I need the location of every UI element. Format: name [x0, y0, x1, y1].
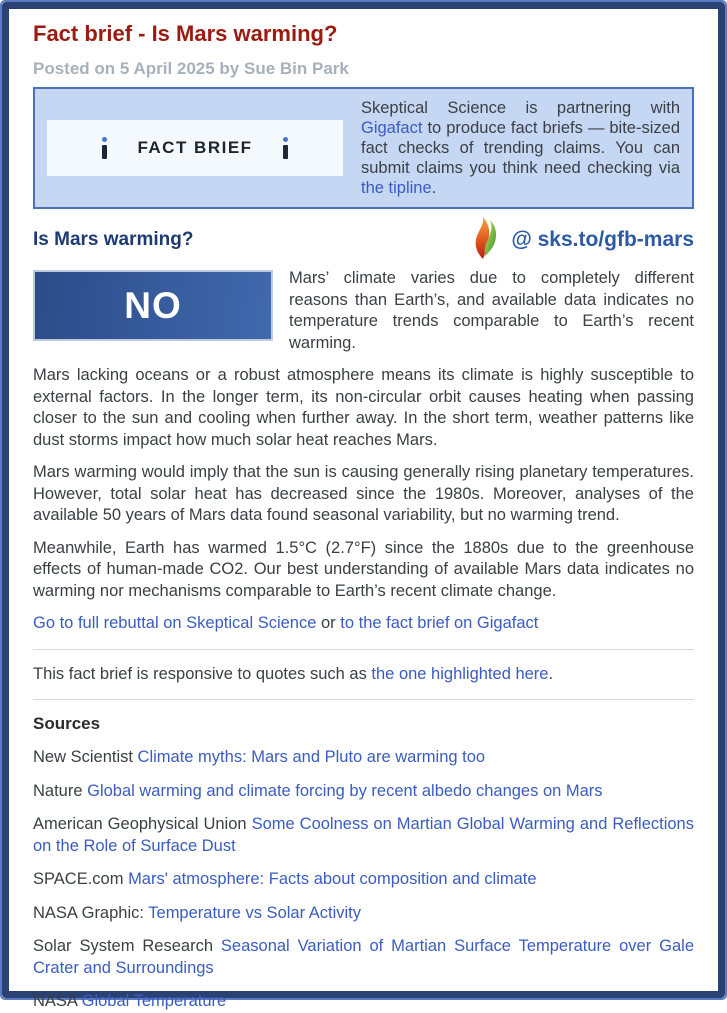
inline-link[interactable]: Temperature vs Solar Activity	[148, 903, 362, 922]
inline-link[interactable]: Go to full rebuttal on Skeptical Science	[33, 614, 317, 632]
article	[2, 2, 725, 1010]
responsive-note	[33, 664, 694, 686]
answer-box	[33, 270, 273, 341]
paragraph	[33, 462, 694, 527]
cta-links-line	[33, 613, 694, 635]
inline-link[interactable]: Global warming and climate forcing by recent albedo changes on Mars	[87, 781, 603, 800]
text-segment: Skeptical Science is partnering with	[361, 99, 680, 117]
inline-link[interactable]: Gigafact	[361, 119, 423, 137]
text-segment: NASA Graphic:	[33, 903, 149, 922]
source-item	[33, 747, 694, 769]
fact-brief-banner	[33, 87, 694, 209]
fact-brief-mark-icon	[283, 137, 288, 159]
fact-brief-badge	[47, 120, 343, 176]
sources-heading: Sources	[33, 714, 101, 733]
intro-text	[361, 98, 680, 198]
inline-link[interactable]: Mars' atmosphere: Facts about composition and climate	[128, 870, 537, 888]
article-body	[33, 268, 694, 635]
text-segment: Mars lacking oceans or a robust atmosphere means its climate is highly susceptible to external factors. In the longer term, its non-circular orbit causes heating when passing closer to the sun and cooling when further away. In the short term, weather patterns like dust storms impact how much solar heat reaches Mars.	[33, 366, 694, 449]
dot-icon	[283, 137, 288, 142]
text-segment: Meanwhile, Earth has warmed 1.5°C (2.7°F) since the 1880s due to the greenhouse effects of human-made CO2. Our best understanding of available Mars data indicates no warming nor mechanisms comparable to Earth’s recent climate change.	[33, 538, 694, 600]
question-heading: Is Mars warming?	[33, 229, 194, 250]
text-segment: Nature	[33, 781, 88, 800]
text-segment: .	[431, 179, 437, 197]
text-segment: NASA	[33, 992, 82, 1010]
page-title: Fact brief - Is Mars warming?	[33, 21, 338, 46]
dot-icon	[102, 137, 107, 142]
fact-brief-mark-icon	[102, 137, 107, 159]
text-segment: This fact brief is responsive to quotes such as	[33, 664, 372, 683]
text-segment: .	[548, 664, 554, 683]
inline-link[interactable]: Climate myths: Mars and Pluto are warming too	[137, 748, 486, 766]
bar-icon	[283, 145, 288, 159]
text-segment: SPACE.com	[33, 870, 129, 888]
share-shortlink[interactable]: @ sks.to/gfb-mars	[511, 228, 694, 251]
divider	[33, 699, 694, 700]
source-item	[33, 903, 694, 925]
text-segment: Solar System Research	[33, 937, 221, 955]
source-item	[33, 991, 694, 1013]
text-segment: or	[316, 614, 341, 632]
text-segment: Mars warming would imply that the sun is causing generally rising planetary temperatures. However, total solar heat has decreased since the 1980s. Moreover, analyses of the available 50 years of Mars data found seasonal variability, but no warming trend.	[33, 463, 694, 524]
answer-text: NO	[124, 284, 182, 326]
fact-brief-badge-label: FACT BRIEF	[137, 138, 253, 157]
source-item	[33, 869, 694, 891]
divider	[33, 649, 694, 650]
source-item	[33, 936, 694, 979]
inline-link[interactable]: Seasonal Variation of Martian Surface Temperature over Gale Crater and Surroundings	[33, 937, 694, 977]
text-segment: to produce fact briefs — bite-sized fact checks of trending claims. You can submit claims you think need checking via	[361, 119, 680, 177]
inline-link[interactable]: to the fact brief on Gigafact	[340, 614, 539, 632]
source-item	[33, 814, 694, 857]
inline-link[interactable]: Some Coolness on Martian Global Warming and Reflections on the Role of Surface Dust	[33, 815, 694, 855]
paragraph	[33, 538, 694, 603]
question-row	[33, 218, 694, 262]
text-segment: American Geophysical Union	[33, 815, 252, 833]
inline-link[interactable]: the one highlighted here	[371, 664, 549, 683]
posted-byline: Posted on 5 April 2025 by Sue Bin Park	[33, 59, 349, 78]
bar-icon	[102, 145, 107, 159]
skeptical-science-flame-icon	[472, 216, 502, 265]
text-segment: New Scientist	[33, 748, 138, 766]
inline-link[interactable]: the tipline	[361, 179, 432, 197]
paragraph	[33, 365, 694, 451]
inline-link[interactable]: Global Temperature	[81, 992, 227, 1010]
share-line	[472, 216, 694, 265]
text-segment: Mars’ climate varies due to completely different reasons than Earth’s, and available data indicates no temperature trends comparable to Earth’s recent warming.	[289, 269, 694, 352]
source-item	[33, 781, 694, 803]
